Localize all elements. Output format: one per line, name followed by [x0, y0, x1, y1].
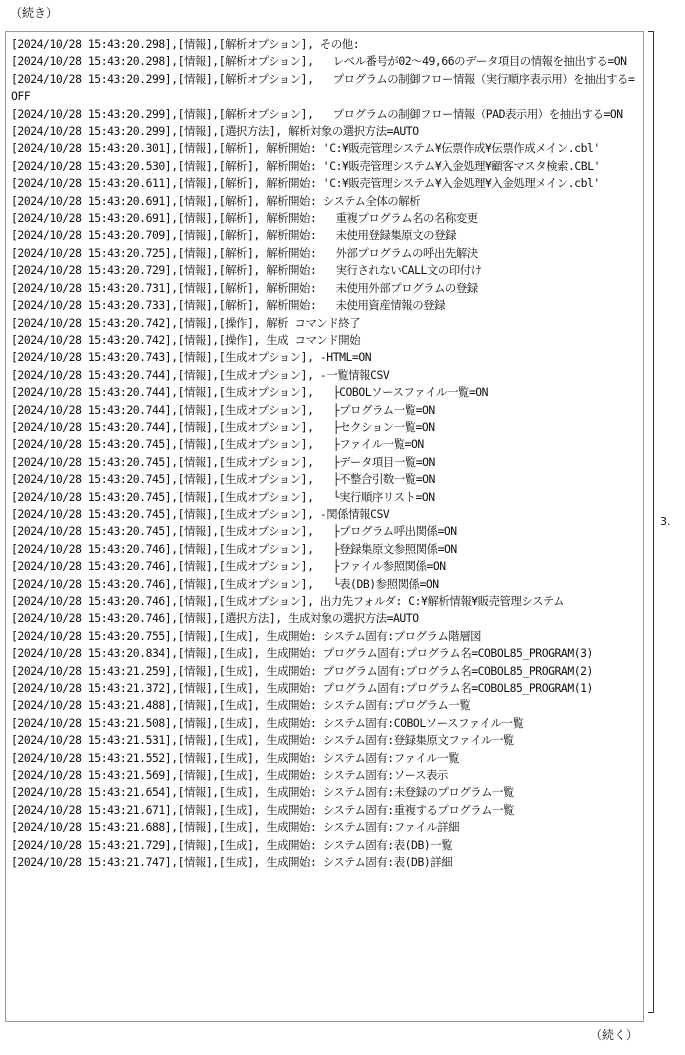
log-line: [2024/10/28 15:43:20.298],[情報],[解析オプション], レベル番号が02～49,66のデータ項目の情報を抽出する=ON: [11, 54, 627, 69]
log-line: [2024/10/28 15:43:21.372],[情報],[生成], 生成開始: プログラム固有:プログラム名=COBOL85_PROGRAM(1): [11, 681, 593, 696]
log-line: [2024/10/28 15:43:21.531],[情報],[生成], 生成開始: システム固有:登録集原文ファイル一覧: [11, 733, 514, 748]
log-line: [2024/10/28 15:43:20.743],[情報],[生成オプション], -HTML=ON: [11, 350, 372, 365]
log-line: [2024/10/28 15:43:20.745],[情報],[生成オプション], ├データ項目一覧=ON: [11, 454, 435, 469]
log-line: [2024/10/28 15:43:20.742],[情報],[操作], 生成 コマンド開始: [11, 332, 361, 347]
step-number: 3.: [660, 515, 671, 528]
log-line: [2024/10/28 15:43:20.742],[情報],[操作], 解析 コマンド終了: [11, 315, 361, 330]
log-line: [2024/10/28 15:43:20.746],[情報],[選択方法], 生成対象の選択方法=AUTO: [11, 611, 419, 626]
log-line: [2024/10/28 15:43:20.729],[情報],[解析], 解析開始: 実行されないCALL文の印付け: [11, 263, 482, 278]
log-line: [2024/10/28 15:43:20.301],[情報],[解析], 解析開始: 'C:¥販売管理システム¥伝票作成¥伝票作成メイン.cbl': [11, 141, 600, 156]
log-line: [2024/10/28 15:43:20.744],[情報],[生成オプション], -一覧情報CSV: [11, 367, 390, 382]
log-line: [2024/10/28 15:43:20.744],[情報],[生成オプション], ├COBOLソースファイル一覧=ON: [11, 385, 489, 400]
log-line: [2024/10/28 15:43:21.569],[情報],[生成], 生成開始: システム固有:ソース表示: [11, 768, 448, 783]
log-line: [2024/10/28 15:43:20.691],[情報],[解析], 解析開始: システム全体の解析: [11, 193, 421, 208]
log-line: [2024/10/28 15:43:20.746],[情報],[生成オプション], ├登録集原文参照関係=ON: [11, 541, 457, 556]
log-line: [2024/10/28 15:43:20.709],[情報],[解析], 解析開始: 未使用登録集原文の登録: [11, 228, 456, 243]
log-line: [2024/10/28 15:43:21.729],[情報],[生成], 生成開始: システム固有:表(DB)一覧: [11, 837, 453, 852]
log-line: [2024/10/28 15:43:20.745],[情報],[生成オプション], -関係情報CSV: [11, 506, 390, 521]
log-line: [2024/10/28 15:43:20.745],[情報],[生成オプション], ├ファイル一覧=ON: [11, 437, 424, 452]
step-bracket: [648, 31, 654, 1013]
log-line: [2024/10/28 15:43:20.611],[情報],[解析], 解析開始: 'C:¥販売管理システム¥入金処理¥入金処理メイン.cbl': [11, 176, 600, 191]
log-line: [2024/10/28 15:43:21.508],[情報],[生成], 生成開始: システム固有:COBOLソースファイル一覧: [11, 715, 524, 730]
log-line: [2024/10/28 15:43:20.744],[情報],[生成オプション], ├セクション一覧=ON: [11, 419, 435, 434]
log-line: [2024/10/28 15:43:21.747],[情報],[生成], 生成開始: システム固有:表(DB)詳細: [11, 855, 453, 870]
log-line: [2024/10/28 15:43:20.298],[情報],[解析オプション], その他:: [11, 37, 360, 51]
log-line: [2024/10/28 15:43:20.691],[情報],[解析], 解析開始: 重複プログラム名の名称変更: [11, 211, 478, 226]
log-line: [2024/10/28 15:43:20.746],[情報],[生成オプション], └表(DB)参照関係=ON: [11, 576, 439, 591]
log-line: [2024/10/28 15:43:21.654],[情報],[生成], 生成開始: システム固有:未登録のプログラム一覧: [11, 785, 514, 800]
log-line: [2024/10/28 15:43:20.299],[情報],[解析オプション], プログラムの制御フロー情報（実行順序表示用）を抽出する=OFF: [11, 71, 635, 104]
log-line: [2024/10/28 15:43:21.552],[情報],[生成], 生成開始: システム固有:ファイル一覧: [11, 750, 460, 765]
log-line: [2024/10/28 15:43:21.259],[情報],[生成], 生成開始: プログラム固有:プログラム名=COBOL85_PROGRAM(2): [11, 663, 593, 678]
log-line: [2024/10/28 15:43:21.688],[情報],[生成], 生成開始: システム固有:ファイル詳細: [11, 820, 460, 835]
log-line: [2024/10/28 15:43:20.731],[情報],[解析], 解析開始: 未使用外部プログラムの登録: [11, 280, 478, 295]
continues-label: （続く）: [590, 1028, 639, 1042]
log-line: [2024/10/28 15:43:20.746],[情報],[生成オプション], ├ファイル参照関係=ON: [11, 559, 446, 574]
continued-label: （続き）: [10, 6, 59, 20]
log-line: [2024/10/28 15:43:20.299],[情報],[選択方法], 解析対象の選択方法=AUTO: [11, 124, 419, 139]
log-line: [2024/10/28 15:43:20.746],[情報],[生成オプション], 出力先フォルダ: C:¥解析情報¥販売管理システム: [11, 594, 565, 608]
log-line: [2024/10/28 15:43:20.755],[情報],[生成], 生成開始: システム固有:プログラム階層図: [11, 628, 482, 643]
log-line: [2024/10/28 15:43:20.530],[情報],[解析], 解析開始: 'C:¥販売管理システム¥入金処理¥顧客マスタ検索.CBL': [11, 158, 601, 173]
log-line: [2024/10/28 15:43:20.745],[情報],[生成オプション], ├プログラム呼出関係=ON: [11, 524, 457, 539]
log-line: [2024/10/28 15:43:20.745],[情報],[生成オプション], ├不整合引数一覧=ON: [11, 472, 435, 487]
log-line: [2024/10/28 15:43:21.488],[情報],[生成], 生成開始: システム固有:プログラム一覧: [11, 698, 471, 713]
log-line: [2024/10/28 15:43:20.733],[情報],[解析], 解析開始: 未使用資産情報の登録: [11, 298, 446, 313]
log-line: [2024/10/28 15:43:20.744],[情報],[生成オプション], ├プログラム一覧=ON: [11, 402, 435, 417]
log-line: [2024/10/28 15:43:20.834],[情報],[生成], 生成開始: プログラム固有:プログラム名=COBOL85_PROGRAM(3): [11, 646, 593, 661]
log-line: [2024/10/28 15:43:21.671],[情報],[生成], 生成開始: システム固有:重複するプログラム一覧: [11, 802, 514, 817]
log-line: [2024/10/28 15:43:20.299],[情報],[解析オプション], プログラムの制御フロー情報（PAD表示用）を抽出する=ON: [11, 106, 623, 121]
log-line: [2024/10/28 15:43:20.745],[情報],[生成オプション], └実行順序リスト=ON: [11, 489, 435, 504]
log-line: [2024/10/28 15:43:20.725],[情報],[解析], 解析開始: 外部プログラムの呼出先解決: [11, 245, 478, 260]
log-output-box: [5, 31, 644, 1022]
